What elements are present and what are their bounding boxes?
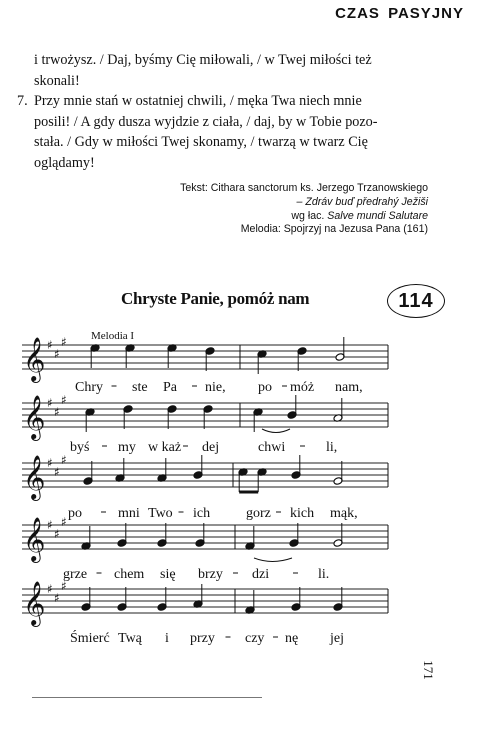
staff-system — [22, 335, 388, 395]
treble-clef-icon: 𝄞 — [23, 395, 46, 439]
lyric-syllable: ste — [132, 380, 148, 395]
note-tie — [254, 558, 292, 562]
lyric-syllable: mąk, — [330, 506, 358, 521]
treble-clef-icon: 𝄞 — [23, 455, 46, 499]
melody-label: Melodia I — [91, 330, 135, 342]
sharp-icon: ♯ — [47, 518, 53, 532]
verse-line: stała. / Gdy w miłości Twej skonamy, / twarzą w twarz Cię — [34, 134, 368, 150]
sharp-icon: ♯ — [54, 347, 60, 361]
sharp-icon: ♯ — [47, 396, 53, 410]
lyric-syllable: nie, — [205, 380, 226, 395]
lyric-syllable: byś — [70, 440, 90, 455]
sharp-icon: ♯ — [54, 527, 60, 541]
lyric-syllable: li, — [326, 440, 338, 455]
lyric-syllable: czy — [245, 631, 265, 646]
sharp-icon: ♯ — [61, 393, 67, 407]
lyric-syllable: grze — [63, 567, 88, 582]
lyric-syllable: ich — [193, 506, 211, 521]
hymn-title: Chryste Panie, pomóż nam — [121, 289, 310, 308]
staff-system — [22, 579, 388, 646]
verse-number: 7. — [17, 93, 28, 109]
lyric-syllable: kich — [290, 506, 315, 521]
lyric-syllable: Chry — [75, 380, 103, 395]
lyric-syllable: brzy — [198, 567, 223, 582]
sharp-icon: ♯ — [54, 405, 60, 419]
lyric-syllable: nę — [285, 631, 299, 646]
sharp-icon: ♯ — [54, 465, 60, 479]
treble-clef-icon: 𝄞 — [23, 517, 46, 561]
verse-line: Przy mnie stań w ostatniej chwili, / męka Twa niech mnie — [34, 93, 362, 109]
page-number: 171 — [420, 660, 436, 680]
lyric-syllable: chem — [114, 567, 145, 582]
credits-melody: Melodia: Spojrzyj na Jezusa Pana (161) — [240, 223, 428, 236]
lyric-syllable: Two — [148, 506, 173, 521]
lyric-syllable: Śmierć — [70, 631, 110, 646]
treble-clef-icon: 𝄞 — [23, 337, 46, 381]
lyric-syllable: li. — [318, 567, 330, 582]
credits-text: Tekst: Cithara sanctorum ks. Jerzego Trzanowskiego — [180, 182, 428, 194]
lyric-syllable: dej — [202, 440, 220, 455]
lyric-syllable: mni — [118, 506, 140, 521]
sharp-icon: ♯ — [61, 335, 67, 349]
staff-system — [22, 393, 388, 455]
sharp-icon: ♯ — [61, 453, 67, 467]
lyric-syllable: móż — [290, 380, 315, 395]
lyric-syllable: nam, — [335, 380, 363, 395]
lyric-syllable: my — [118, 440, 136, 455]
note-tie — [262, 429, 290, 433]
footer-rule — [32, 697, 262, 698]
credits-latin-title: Salve mundi Salutare — [327, 209, 428, 222]
lyric-syllable: jej — [330, 631, 344, 646]
sharp-icon: ♯ — [61, 515, 67, 529]
verse-line: oglądamy! — [34, 154, 95, 171]
lyric-syllable: po — [68, 506, 82, 521]
sharp-icon: ♯ — [61, 579, 67, 593]
lyric-syllable: po — [258, 380, 272, 395]
lyric-syllable: Pa — [163, 380, 177, 395]
verse-line: i trwożysz. / Daj, byśmy Cię miłowali, / w Twej miłości też — [34, 52, 372, 68]
section-header: CZAS PASYJNY — [335, 5, 464, 22]
lyric-syllable: i — [165, 631, 169, 646]
lyric-syllable: dzi — [252, 567, 270, 582]
credits-prefix: wg łac. — [291, 209, 325, 222]
staff-system — [22, 453, 388, 521]
sharp-icon: ♯ — [47, 582, 53, 596]
lyric-syllable: w każ — [148, 440, 182, 455]
lyric-syllable: gorz — [246, 506, 271, 521]
lyric-syllable: Twą — [118, 631, 142, 646]
verse-line: posili! / A gdy dusza wyjdzie z ciała, / daj, by w Tobie pozo- — [34, 113, 378, 130]
lyric-syllable: chwi — [258, 440, 286, 455]
sharp-icon: ♯ — [47, 456, 53, 470]
sharp-icon: ♯ — [54, 591, 60, 605]
sharp-icon: ♯ — [47, 338, 53, 352]
lyric-syllable: się — [160, 567, 176, 582]
verse-line: skonali! — [34, 72, 80, 89]
staff-system — [22, 515, 388, 582]
hymn-number-text: 114 — [398, 289, 434, 312]
treble-clef-icon: 𝄞 — [23, 581, 46, 625]
lyric-syllable: przy — [190, 631, 215, 646]
credits-original-title: – Zdráv buď předrahý Ježiši — [296, 195, 428, 208]
